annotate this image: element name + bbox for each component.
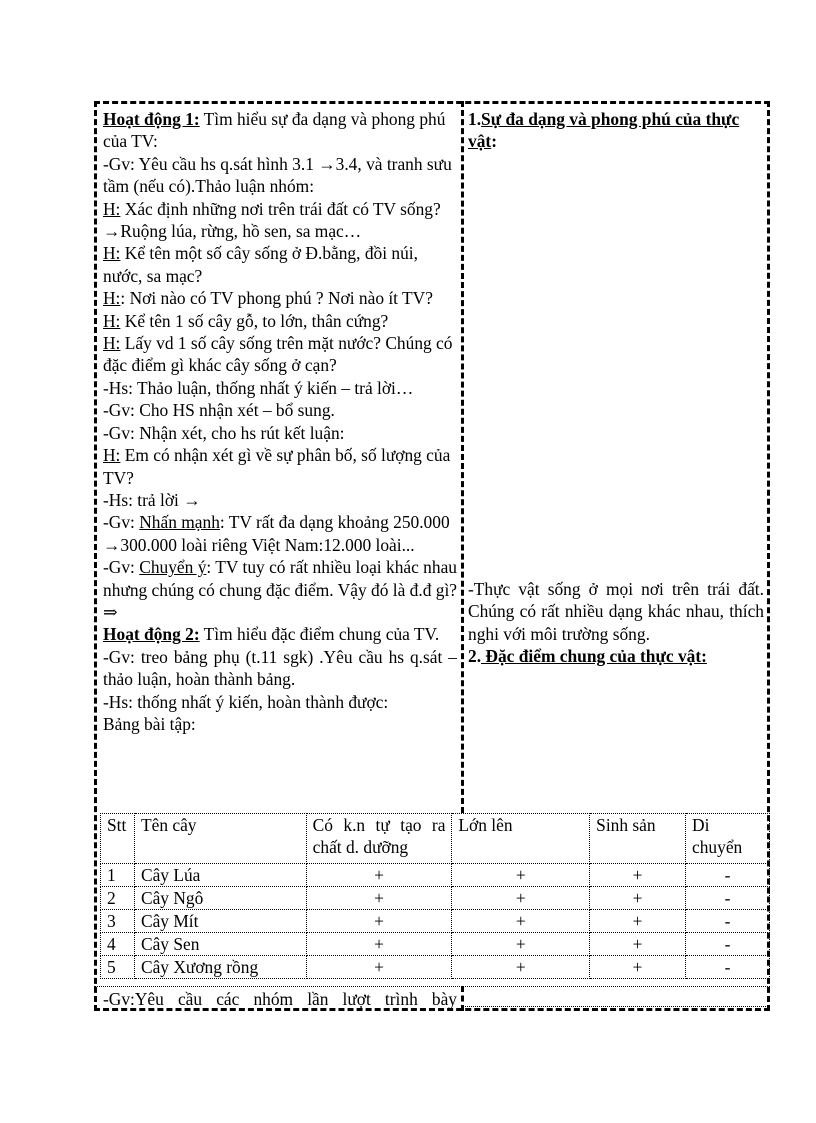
cell-plant: Cây Sen xyxy=(134,933,306,956)
cell-reproduction: + xyxy=(590,910,686,933)
cell-stt: 3 xyxy=(101,910,135,933)
exercise-table xyxy=(100,813,770,979)
question-4: H: Kể tên 1 số cây gỗ, to lớn, thân cứng? xyxy=(103,310,389,331)
header-sinh-san: Sinh sản xyxy=(590,814,686,864)
bottom-row-divider-right xyxy=(463,1006,770,1007)
cell-reproduction: + xyxy=(590,933,686,956)
section-1-conclusion: -Thực vật sống ở mọi nơi trên trái đất. Chúng có rất nhiều dạng khác nhau, thích nghi với môi trường sống. xyxy=(468,578,764,644)
table-row xyxy=(101,887,770,910)
cell-plant: Cây Ngô xyxy=(134,887,306,910)
cell-growth: + xyxy=(452,956,590,979)
cell-growth: + xyxy=(452,910,590,933)
gv-instruction-4: -Gv: treo bảng phụ (t.11 sgk) .Yêu cầu hs q.sát –thảo luận, hoàn thành bảng. xyxy=(103,646,457,690)
cell-stt: 1 xyxy=(101,864,135,887)
question-6: H: Em có nhận xét gì về sự phân bố, số lượng của TV? xyxy=(103,445,451,488)
gv-instruction-2: -Gv: Cho HS nhận xét – bổ sung. xyxy=(103,400,335,421)
header-tu-tao-chat: Có k.n tự tạo ra chất d. dưỡng xyxy=(306,814,452,864)
gv-emphasis: -Gv: Nhấn mạnh: TV rất đa dạng khoảng 250.000 →300.000 loài riêng Việt Nam:12.000 loài... xyxy=(103,512,450,555)
question-1: H: Xác định những nơi trên trái đất có TV sống? xyxy=(103,198,441,219)
gv-instruction-3: -Gv: Nhận xét, cho hs rút kết luận: xyxy=(103,422,345,443)
cell-nutrition: + xyxy=(306,887,452,910)
header-ten-cay: Tên cây xyxy=(134,814,306,864)
cell-growth: + xyxy=(452,864,590,887)
section-2-title: 2. Đặc điểm chung của thực vật: xyxy=(468,646,707,667)
cell-movement: - xyxy=(686,933,770,956)
cell-movement: - xyxy=(686,956,770,979)
cell-plant: Cây Lúa xyxy=(134,864,306,887)
cell-growth: + xyxy=(452,887,590,910)
header-stt: Stt xyxy=(101,814,135,864)
cell-reproduction: + xyxy=(590,956,686,979)
table-header-row xyxy=(101,814,770,864)
table-row xyxy=(101,910,770,933)
left-column xyxy=(103,108,457,735)
cell-movement: - xyxy=(686,910,770,933)
answer-1: →Ruộng lúa, rừng, hồ sen, sa mạc… xyxy=(103,221,362,242)
question-2: H: Kể tên một số cây sống ở Đ.bằng, đồi núi, nước, sa mạc? xyxy=(103,243,418,286)
gv-instruction-1: -Gv: Yêu cầu hs q.sát hình 3.1 →3.4, và tranh sưu tầm (nếu có).Thảo luận nhóm: xyxy=(103,153,452,197)
cell-stt: 5 xyxy=(101,956,135,979)
gv-transition: -Gv: Chuyển ý: TV tuy có rất nhiều loại khác nhau nhưng chúng có chung đặc điểm. Vậy đó là đ.đ gì? ⇒ xyxy=(103,557,457,622)
hs-response-3: -Hs: thống nhất ý kiến, hoàn thành được: xyxy=(103,691,389,712)
activity-1: Hoạt động 1: Tìm hiểu sự đa dạng và phong phú của TV: xyxy=(103,109,446,152)
cell-reproduction: + xyxy=(590,864,686,887)
cell-plant: Cây Xương rồng xyxy=(134,956,306,979)
right-column xyxy=(468,108,764,667)
section-1-title: 1.Sự đa dạng và phong phú của thực vật: xyxy=(468,109,740,152)
cell-nutrition: + xyxy=(306,933,452,956)
cell-movement: - xyxy=(686,887,770,910)
table-row xyxy=(101,864,770,887)
column-divider xyxy=(461,101,464,813)
cell-reproduction: + xyxy=(590,887,686,910)
table-row xyxy=(101,956,770,979)
header-di-chuyen: Di chuyển xyxy=(686,814,770,864)
cell-nutrition: + xyxy=(306,956,452,979)
column-divider-bottom xyxy=(461,986,464,1011)
cell-movement: - xyxy=(686,864,770,887)
cell-plant: Cây Mít xyxy=(134,910,306,933)
cell-growth: + xyxy=(452,933,590,956)
cell-nutrition: + xyxy=(306,864,452,887)
question-3: H:: Nơi nào có TV phong phú ? Nơi nào ít TV? xyxy=(103,288,433,309)
table-caption: Bảng bài tập: xyxy=(103,713,196,734)
bottom-row-divider xyxy=(94,986,770,987)
cell-stt: 2 xyxy=(101,887,135,910)
question-5: H: Lấy vd 1 số cây sống trên mặt nước? Chúng có đặc điểm gì khác cây sống ở cạn? xyxy=(103,333,453,376)
hs-response-2: -Hs: trả lời → xyxy=(103,489,201,510)
bottom-instruction: -Gv:Yêu cầu các nhóm lần lượt trình bày xyxy=(103,989,457,1009)
hs-response-1: -Hs: Thảo luận, thống nhất ý kiến – trả lời… xyxy=(103,377,414,398)
cell-nutrition: + xyxy=(306,910,452,933)
activity-2: Hoạt động 2: Tìm hiểu đặc điểm chung của TV. xyxy=(103,624,440,645)
header-lon-len: Lớn lên xyxy=(452,814,590,864)
table-row xyxy=(101,933,770,956)
cell-stt: 4 xyxy=(101,933,135,956)
